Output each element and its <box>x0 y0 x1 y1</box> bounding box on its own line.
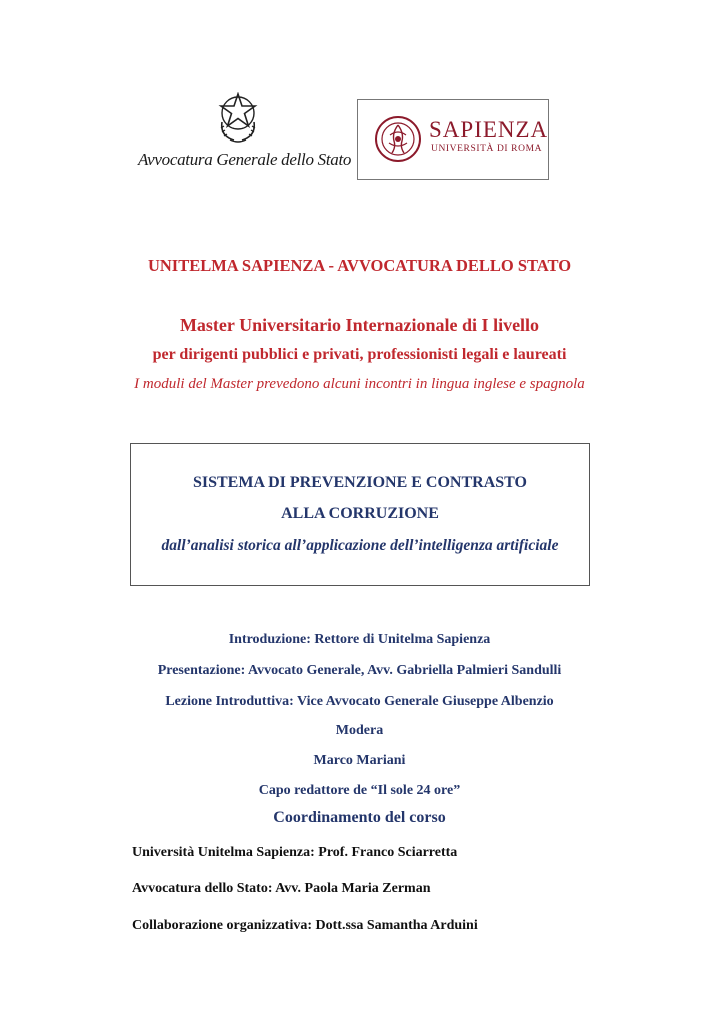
credit-organization: Collaborazione organizzativa: Dott.ssa Samantha Arduini <box>132 918 478 933</box>
avvocatura-logo <box>138 92 352 182</box>
coordination-title: Coordinamento del corso <box>273 809 446 826</box>
program-moderator-name: Marco Mariani <box>313 753 406 768</box>
sapienza-seal-icon <box>374 115 422 163</box>
sapienza-name: SAPIENZA <box>429 117 549 142</box>
credit-university: Università Unitelma Sapienza: Prof. Franco Sciarretta <box>132 845 458 860</box>
sapienza-subtitle: UNIVERSITÀ DI ROMA <box>431 144 543 154</box>
course-title-line-1: SISTEMA DI PREVENZIONE E CONTRASTO <box>192 474 527 491</box>
master-note: I moduli del Master prevedono alcuni incontri in lingua inglese e spagnola <box>134 376 585 392</box>
program-moderator-role: Capo redattore de “Il sole 24 ore” <box>258 783 461 798</box>
program-presentation: Presentazione: Avvocato Generale, Avv. Gabriella Palmieri Sandulli <box>157 663 562 678</box>
program-opening-lecture: Lezione Introduttiva: Vice Avvocato Generale Giuseppe Albenzio <box>165 694 554 709</box>
program-moderator-label: Modera <box>335 723 384 738</box>
avvocatura-script-text: Avvocatura Generale dello Stato <box>138 150 352 169</box>
credit-avvocatura: Avvocatura dello Stato: Avv. Paola Maria Zerman <box>132 881 431 896</box>
master-title: Master Universitario Internazionale di I livello <box>179 315 540 335</box>
course-subtitle: dall’analisi storica all’applicazione dell’intelligenza artificiale <box>161 537 559 554</box>
course-title-box <box>130 443 590 586</box>
program-introduction: Introduzione: Rettore di Unitelma Sapienza <box>228 632 491 647</box>
course-title-line-2: ALLA CORRUZIONE <box>281 505 439 522</box>
page-title: UNITELMA SAPIENZA - AVVOCATURA DELLO STATO <box>147 256 572 275</box>
sapienza-logo <box>357 99 549 180</box>
republic-emblem-icon <box>216 92 260 144</box>
master-subtitle: per dirigenti pubblici e privati, professionisti legali e laureati <box>152 346 567 363</box>
